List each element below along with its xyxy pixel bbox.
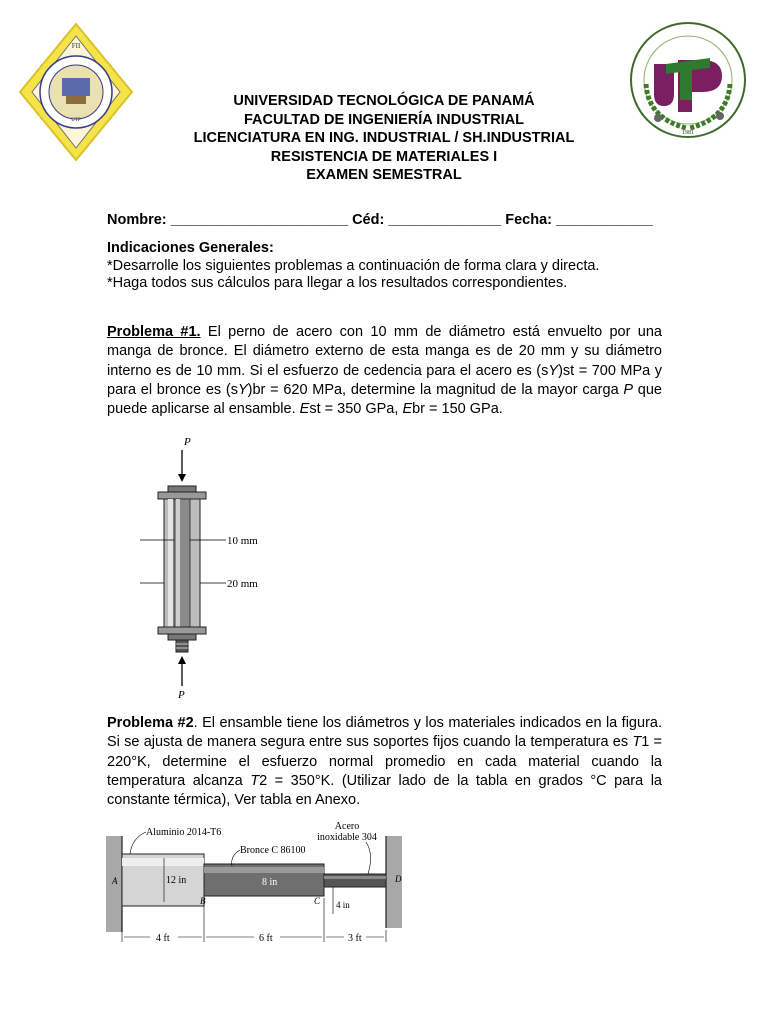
problem-2-statement: Problema #2. El ensamble tiene los diámetros y los materiales indicados en la figura. Si se ajusta de manera segura entre sus soportes fijos cuando la temperatura es T1 = 220°K, determine el esfuerzo normal promedio en cada material cuando la temperatura alcanza T2 = 350°K. (Utilizar lado de la tabla en grados °C para la constante térmica), Ver tabla en Anexo. bbox=[107, 715, 662, 809]
dim-inner-diameter: 10 mm bbox=[227, 535, 258, 547]
instruction-item: *Desarrolle los siguientes problemas a continuación de forma clara y directa. bbox=[107, 257, 600, 274]
svg-text:Bronce C 86100: Bronce C 86100 bbox=[240, 845, 306, 856]
header-university: UNIVERSIDAD TECNOLÓGICA DE PANAMÁ bbox=[233, 93, 535, 109]
svg-text:UTP: UTP bbox=[71, 118, 81, 123]
svg-text:D: D bbox=[395, 874, 402, 884]
svg-text:Acero: Acero bbox=[334, 821, 360, 832]
load-label-top: P bbox=[184, 436, 191, 448]
problem-2-label: Problema #2 bbox=[107, 715, 194, 731]
general-instructions bbox=[107, 240, 599, 293]
svg-text:8 in: 8 in bbox=[262, 877, 278, 888]
instructions-title: Indicaciones Generales: bbox=[107, 240, 274, 256]
problem-1-label: Problema #1. bbox=[107, 324, 201, 340]
svg-text:inoxidable 304: inoxidable 304 bbox=[317, 832, 377, 843]
svg-text:C: C bbox=[314, 896, 321, 906]
fii-mark: FII bbox=[71, 42, 81, 50]
instruction-item: *Haga todos sus cálculos para llegar a los resultados correspondientes. bbox=[107, 275, 568, 291]
svg-text:4 in: 4 in bbox=[336, 900, 350, 910]
student-fields: Nombre: ______________________ Céd: ______________ Fecha: ____________ bbox=[107, 212, 653, 228]
load-label-bottom: P bbox=[178, 689, 185, 701]
svg-text:6 ft: 6 ft bbox=[259, 933, 273, 944]
dim-outer-diameter: 20 mm bbox=[227, 578, 258, 590]
header-exam-title: EXAMEN SEMESTRAL bbox=[306, 167, 462, 183]
header-program: LICENCIATURA EN ING. INDUSTRIAL / SH.INDUSTRIAL bbox=[193, 130, 575, 146]
problem-1-statement: Problema #1. El perno de acero con 10 mm de diámetro está envuelto por una manga de bronce. El diámetro externo de esta manga es de 20 mm y su diámetro interno es de 10 mm. Si el esfuerzo de cedencia para el acero es (sY)st = 700 MPa y para el bronce es (sY)br = 620 MPa, determine la magnitud de la mayor carga P que puede aplicarse al ensamble. Est = 350 GPa, Ebr = 150 GPa. bbox=[107, 324, 662, 418]
svg-text:Aluminio 2014-T6: Aluminio 2014-T6 bbox=[146, 827, 222, 838]
exam-header bbox=[0, 92, 768, 185]
svg-text:3 ft: 3 ft bbox=[348, 933, 362, 944]
svg-text:4 ft: 4 ft bbox=[156, 933, 170, 944]
header-course: RESISTENCIA DE MATERIALES I bbox=[270, 148, 498, 165]
composite-bar-figure bbox=[104, 814, 424, 954]
svg-text:A: A bbox=[112, 876, 118, 886]
svg-text:B: B bbox=[200, 896, 206, 906]
svg-text:12 in: 12 in bbox=[166, 875, 187, 886]
header-faculty: FACULTAD DE INGENIERÍA INDUSTRIAL bbox=[243, 111, 525, 128]
svg-text:1981: 1981 bbox=[682, 130, 694, 136]
bolt-sleeve-figure bbox=[132, 432, 282, 702]
